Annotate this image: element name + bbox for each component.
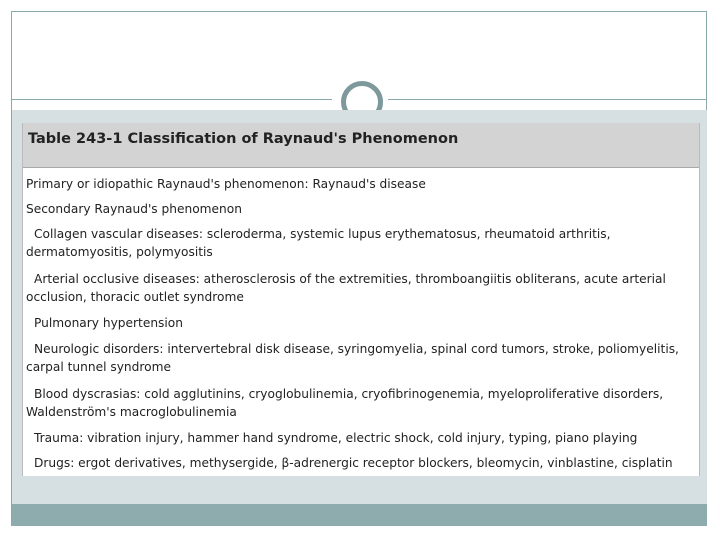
table-row: Primary or idiopathic Raynaud's phenomenon: Raynaud's disease: [26, 177, 426, 191]
table-row: Arterial occlusive diseases: atherosclerosis of the extremities, thromboangiitis obliterans, acute arterial occlusion, thoracic outlet syndrome: [26, 272, 666, 304]
table-row: Blood dyscrasias: cold agglutinins, cryoglobulinemia, cryofibrinogenemia, myeloproliferative disorders, Waldenström's macroglobulinemia: [26, 387, 664, 419]
table-title-bar: [23, 123, 699, 168]
classification-table: [22, 123, 700, 476]
header-divider-right: [388, 99, 706, 100]
table-row: Trauma: vibration injury, hammer hand syndrome, electric shock, cold injury, typing, piano playing: [34, 431, 638, 445]
table-row: Collagen vascular diseases: scleroderma, systemic lupus erythematosus, rheumatoid arthritis, dermatomyositis, polymyositis: [26, 227, 611, 259]
footer-band: [12, 504, 707, 526]
table-title: Table 243-1 Classification of Raynaud's Phenomenon: [28, 131, 459, 147]
table-row: Pulmonary hypertension: [34, 316, 183, 330]
table-row: Drugs: ergot derivatives, methysergide, β-adrenergic receptor blockers, bleomycin, vinblastine, cisplatin: [34, 456, 673, 470]
table-row: Neurologic disorders: intervertebral disk disease, syringomyelia, spinal cord tumors, stroke, poliomyelitis, carpal tunnel syndrome: [26, 342, 679, 374]
table-row: Secondary Raynaud's phenomenon: [26, 202, 242, 216]
header-divider-left: [12, 99, 332, 100]
